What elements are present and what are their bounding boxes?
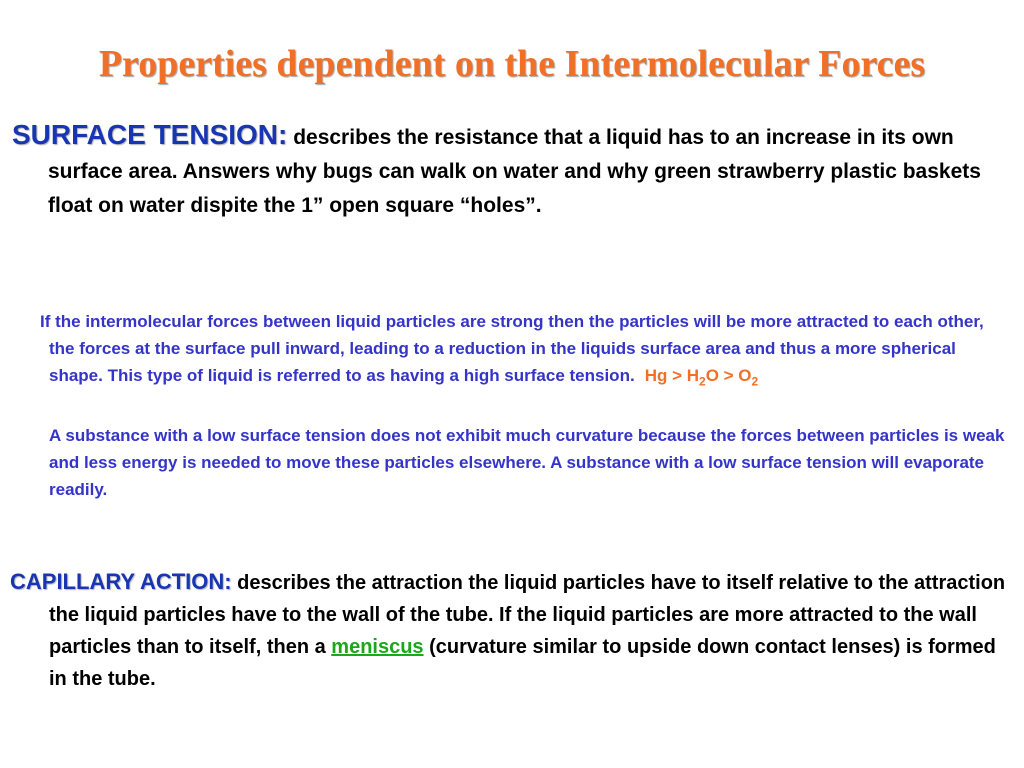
low-tension-paragraph <box>49 422 1009 503</box>
capillary-action-term: CAPILLARY ACTION: <box>10 569 232 594</box>
high-tension-paragraph <box>40 308 1012 389</box>
surface-tension-paragraph <box>12 118 1010 223</box>
tension-order-formula <box>644 366 759 389</box>
formula-part-hg-h: Hg > H <box>644 366 699 385</box>
formula-subscript: 2 <box>699 374 706 389</box>
surface-tension-term: SURFACE TENSION: <box>12 119 288 150</box>
formula-part-o-o: O > O <box>705 366 752 385</box>
slide-title: Properties dependent on the Intermolecular Forces <box>98 43 926 85</box>
capillary-action-paragraph <box>10 566 1010 695</box>
low-tension-text: A substance with a low surface tension does not exhibit much curvature because the forces between particles is weak and less energy is needed to move these particles elsewhere. A substance with a low surface tension will evaporate readily. <box>49 426 1005 499</box>
surface-tension-definition: describes the resistance that a liquid has to an increase in its own surface area. Answers why bugs can walk on water and why green strawberry plastic baskets float on water dispite the 1” open square “holes”. <box>48 126 981 217</box>
high-tension-text: If the intermolecular forces between liquid particles are strong then the particles will be more attracted to each other, the forces at the surface pull inward, leading to a reduction in the liquids surface area and thus a more spherical shape. This type of liquid is referred to as having a high surface tension. <box>40 312 984 385</box>
capillary-action-definition: describes the attraction the liquid particles have to itself relative to the attraction the liquid particles have to the wall of the tube. If the liquid particles are more attracted to the wall particles than to itself, then a <box>49 572 1006 658</box>
formula-subscript: 2 <box>751 374 759 389</box>
capillary-action-definition-end: (curvature similar to upside down contact lenses) is formed in the tube. <box>49 636 996 690</box>
meniscus-term: meniscus <box>331 636 424 658</box>
